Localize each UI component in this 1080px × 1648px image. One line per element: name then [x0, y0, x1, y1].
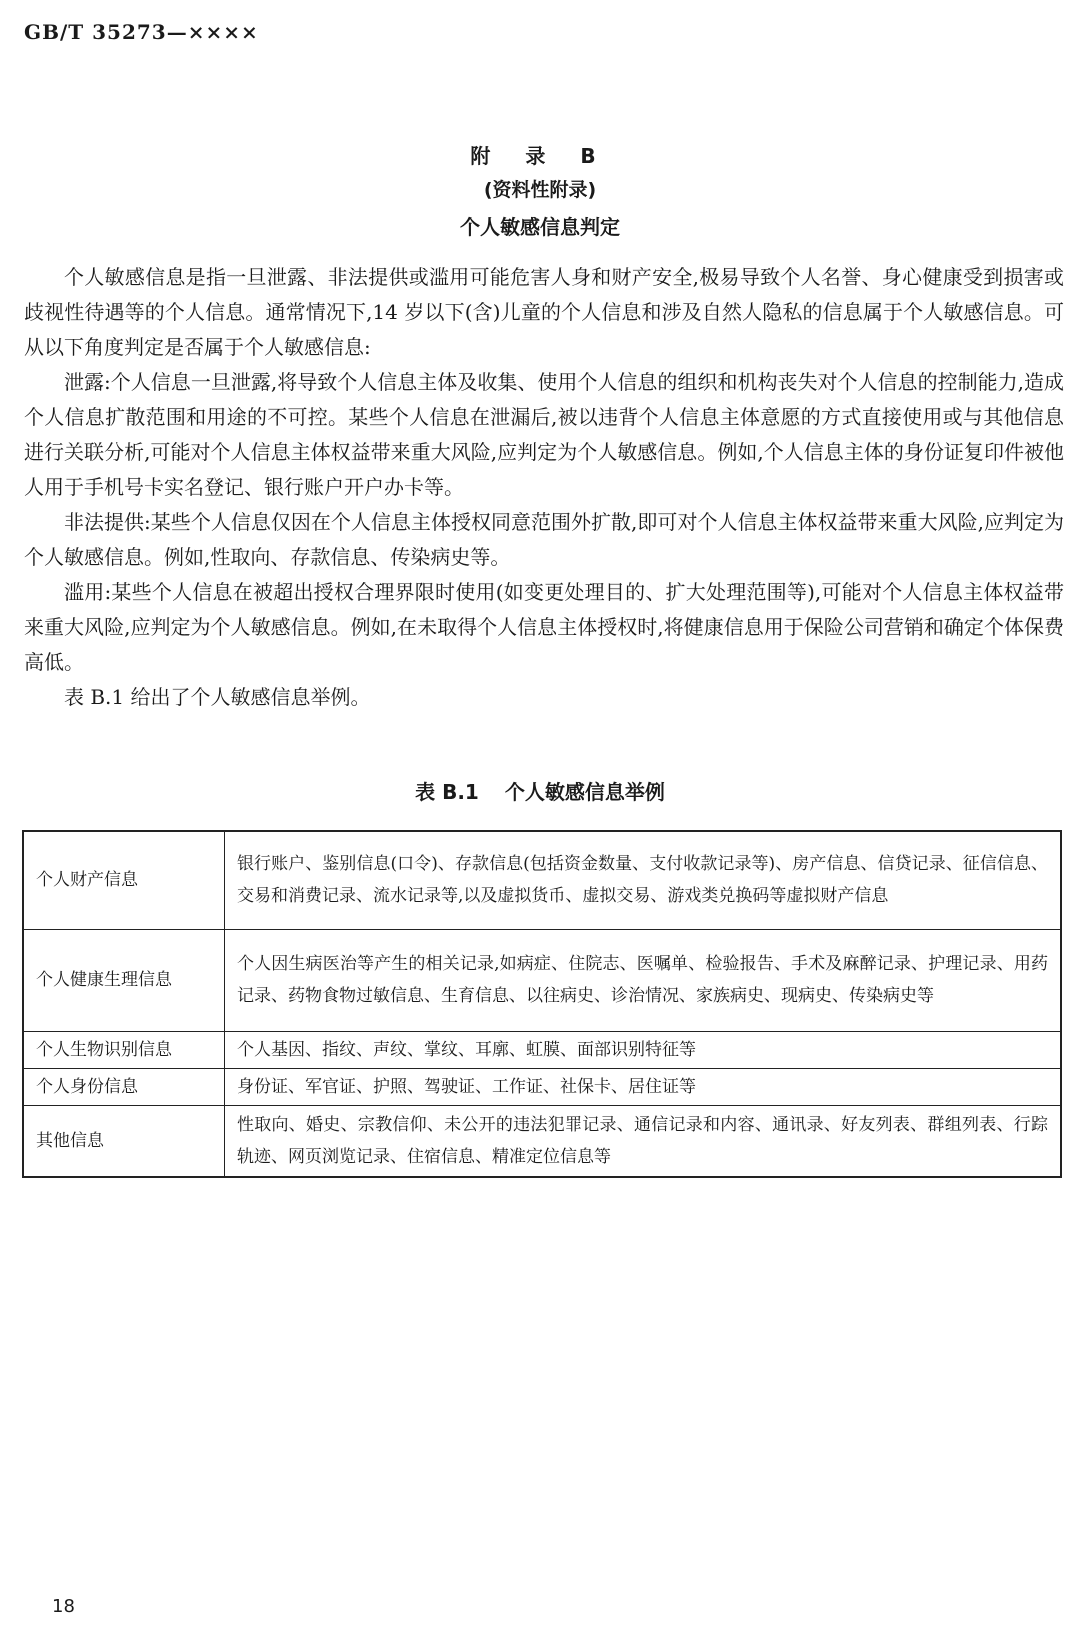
description-cell: 个人基因、指纹、声纹、掌纹、耳廓、虹膜、面部识别特征等 [225, 1031, 1062, 1068]
category-cell: 个人身份信息 [23, 1068, 225, 1105]
paragraph-table-reference: 表 B.1 给出了个人敏感信息举例。 [64, 685, 371, 709]
body-text [24, 260, 1064, 715]
paragraph-intro: 个人敏感信息是指一旦泄露、非法提供或滥用可能危害人身和财产安全,极易导致个人名誉、身心健康受到损害或歧视性待遇等的个人信息。通常情况下,14 岁以下(含)儿童的个人信息和涉及自然人隐私的信息属于个人敏感信息。可从以下角度判定是否属于个人敏感信息: [24, 265, 1064, 359]
appendix-heading: 个人敏感信息判定 [460, 215, 620, 239]
description-cell: 个人因生病医治等产生的相关记录,如病症、住院志、医嘱单、检验报告、手术及麻醉记录、护理记录、用药记录、药物食物过敏信息、生育信息、以往病史、诊治情况、家族病史、现病史、传染病史等 [225, 929, 1062, 1031]
sensitive-info-table [22, 830, 1062, 1178]
page-number: 18 [52, 1596, 75, 1617]
table-title [0, 776, 1080, 805]
paragraph-abuse: 滥用:某些个人信息在被超出授权合理界限时使用(如变更处理目的、扩大处理范围等),可能对个人信息主体权益带来重大风险,应判定为个人敏感信息。例如,在未取得个人信息主体授权时,将健康信息用于保险公司营销和确定个体保费高低。 [24, 580, 1064, 674]
table-number: 表 B.1 [415, 780, 479, 804]
description-cell: 身份证、军官证、护照、驾驶证、工作证、社保卡、居住证等 [225, 1068, 1062, 1105]
category-cell: 个人财产信息 [23, 831, 225, 929]
table-row [23, 1105, 1061, 1177]
category-cell: 个人健康生理信息 [23, 929, 225, 1031]
table-row [23, 1031, 1061, 1068]
category-cell: 其他信息 [23, 1105, 225, 1177]
table-caption: 个人敏感信息举例 [504, 780, 665, 804]
table-row [23, 831, 1061, 929]
table-row [23, 1068, 1061, 1105]
paragraph-illegal-provision: 非法提供:某些个人信息仅因在个人信息主体授权同意范围外扩散,即可对个人信息主体权益带来重大风险,应判定为个人敏感信息。例如,性取向、存款信息、传染病史等。 [24, 510, 1064, 569]
description-cell: 银行账户、鉴别信息(口令)、存款信息(包括资金数量、支付收款记录等)、房产信息、信贷记录、征信信息、交易和消费记录、流水记录等,以及虚拟货币、虚拟交易、游戏类兑换码等虚拟财产信息 [225, 831, 1062, 929]
appendix-title: 附 录 B [470, 144, 610, 168]
paragraph-leak: 泄露:个人信息一旦泄露,将导致个人信息主体及收集、使用个人信息的组织和机构丧失对个人信息的控制能力,造成个人信息扩散范围和用途的不可控。某些个人信息在泄漏后,被以违背个人信息主体意愿的方式直接使用或与其他信息进行关联分析,可能对个人信息主体权益带来重大风险,应判定为个人敏感信息。例如,个人信息主体的身份证复印件被他人用于手机号卡实名登记、银行账户开户办卡等。 [24, 370, 1064, 499]
category-cell: 个人生物识别信息 [23, 1031, 225, 1068]
standard-code-header: GB/T 35273—×××× [24, 20, 259, 44]
table-row [23, 929, 1061, 1031]
description-cell: 性取向、婚史、宗教信仰、未公开的违法犯罪记录、通信记录和内容、通讯录、好友列表、群组列表、行踪轨迹、网页浏览记录、住宿信息、精准定位信息等 [225, 1105, 1062, 1177]
appendix-subtitle: (资料性附录) [483, 179, 597, 201]
